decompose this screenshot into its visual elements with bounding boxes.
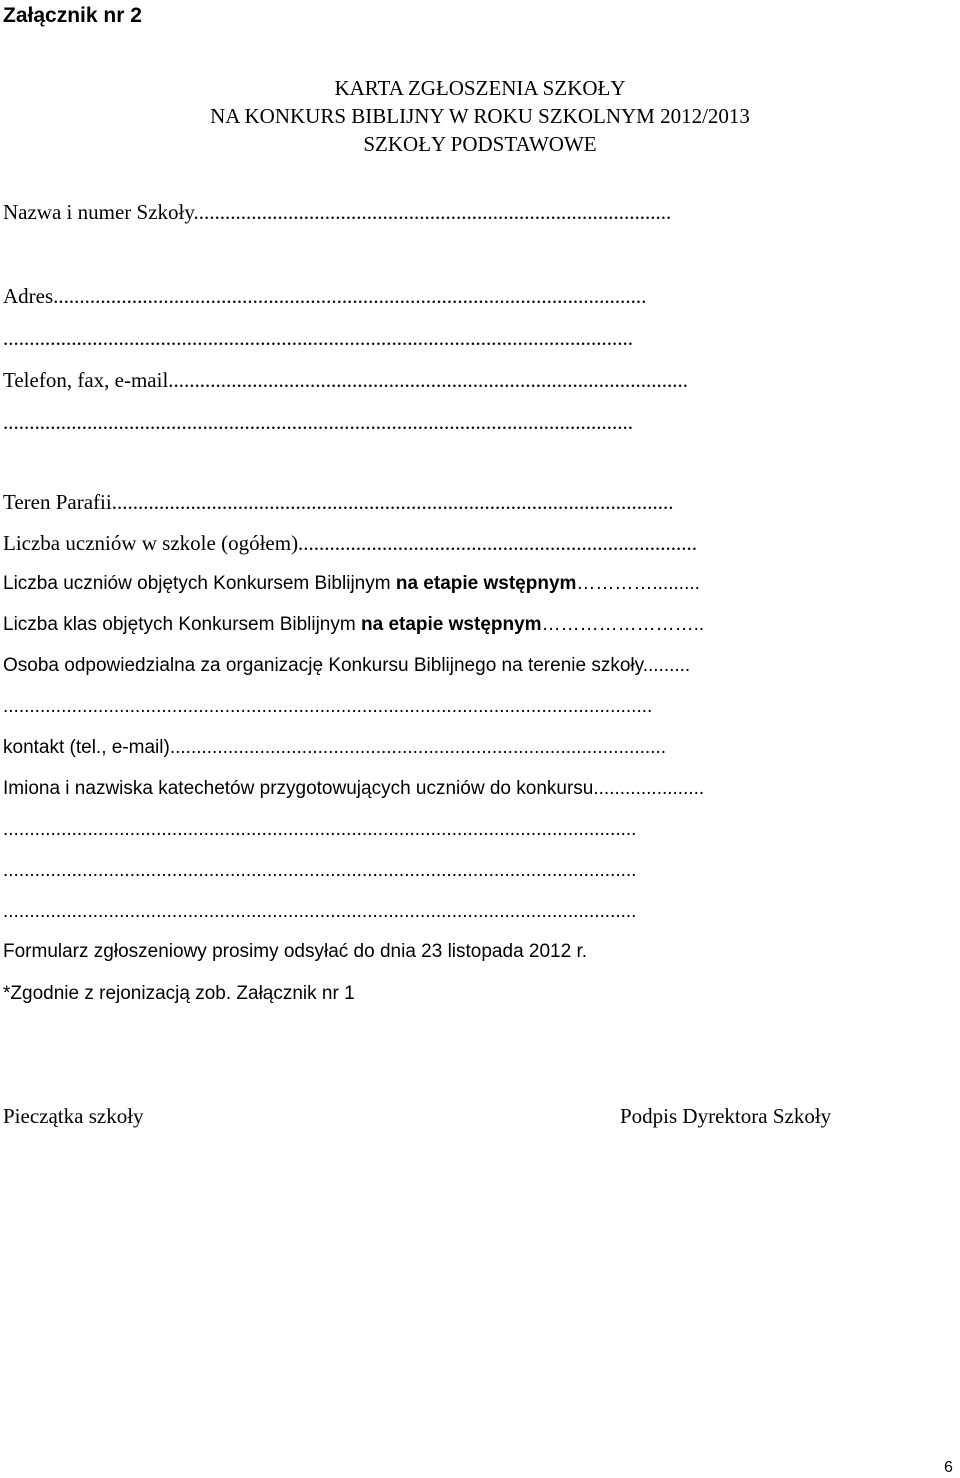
catechists-continuation-line-3: ........................................................................................................................	[3, 901, 637, 922]
students-covered-field	[3, 572, 700, 596]
page-number: 6	[944, 1459, 953, 1476]
students-total-field: Liczba uczniów w szkole (ogółem)............................................................................	[3, 531, 698, 555]
classes-covered-label: Liczba klas objętych Konkursem Biblijnym	[3, 614, 361, 635]
form-title-line-2: NA KONKURS BIBLIJNY W ROKU SZKOLNYM 2012/2013	[210, 104, 750, 128]
contact-continuation-line: ........................................................................................................................	[3, 410, 633, 434]
classes-covered-dots: ……………………..	[541, 614, 705, 635]
address-continuation-line: ........................................................................................................................	[3, 326, 633, 350]
organizer-continuation-line: ...........................................................................................................................	[3, 696, 653, 717]
address-field: Adres.................................................................................................................	[3, 284, 647, 308]
students-covered-label: Liczba uczniów objętych Konkursem Biblijnym	[3, 573, 396, 594]
parish-field: Teren Parafii...........................................................................................................	[3, 490, 674, 514]
form-title-line-3: SZKOŁY PODSTAWOWE	[363, 132, 597, 156]
attachment-label: Załącznik nr 2	[3, 4, 142, 27]
catechists-continuation-line-2: ........................................................................................................................	[3, 860, 637, 881]
classes-covered-stage: na etapie wstępnym	[361, 614, 542, 635]
organizer-contact-field: kontakt (tel., e-mail)..............................................................................................	[3, 737, 667, 758]
catechists-field: Imiona i nazwiska katechetów przygotowujących uczniów do konkursu.....................	[3, 778, 705, 799]
classes-covered-field	[3, 613, 704, 637]
catechists-continuation-line-1: ........................................................................................................................	[3, 819, 637, 840]
contact-field: Telefon, fax, e-mail...................................................................................................	[3, 368, 689, 392]
school-name-field: Nazwa i numer Szkoły...........................................................................................	[3, 200, 672, 224]
students-covered-stage: na etapie wstępnym	[395, 573, 577, 594]
director-signature-label: Podpis Dyrektora Szkoły	[620, 1104, 832, 1128]
organizer-field: Osoba odpowiedzialna za organizację Konkursu Biblijnego na terenie szkoły.........	[3, 655, 691, 676]
rejonizacja-footnote: *Zgodnie z rejonizacją zob. Załącznik nr 1	[3, 983, 355, 1004]
students-covered-dots: ………….........	[576, 573, 700, 594]
school-stamp-label: Pieczątka szkoły	[3, 1104, 144, 1128]
deadline-note: Formularz zgłoszeniowy prosimy odsyłać do dnia 23 listopada 2012 r.	[3, 941, 588, 962]
form-title-line-1: KARTA ZGŁOSZENIA SZKOŁY	[334, 76, 626, 100]
